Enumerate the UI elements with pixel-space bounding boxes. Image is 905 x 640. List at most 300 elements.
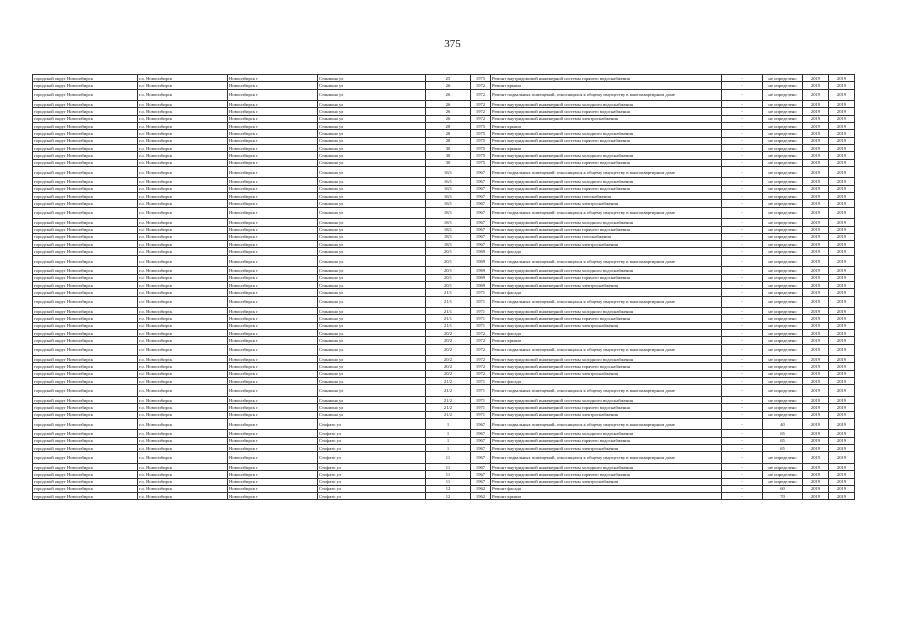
- district-cell: городской округ Новосибирск: [33, 437, 138, 444]
- build-year-cell: 1967: [471, 166, 491, 178]
- house-number-cell: 26: [426, 82, 471, 89]
- plan-year-end-cell: 2019: [829, 248, 855, 255]
- street-cell: Станиона ул: [318, 267, 426, 274]
- district-cell: городской округ Новосибирск: [33, 463, 138, 470]
- house-number-cell: 21/2: [426, 404, 471, 411]
- municipality-cell: г.о. Новосибирск: [138, 89, 228, 101]
- table-row: [33, 308, 855, 315]
- table-row: [33, 233, 855, 240]
- area-cell: -: [722, 115, 763, 122]
- street-cell: Станиона ул: [318, 233, 426, 240]
- settlement-cell: Новосибирск г: [228, 493, 318, 500]
- municipality-cell: г.о. Новосибирск: [138, 219, 228, 226]
- table-row: [33, 248, 855, 255]
- work-type-cell: Ремонт подвальных помещений, относящихся к общему имуществу в многоквартирном доме: [491, 166, 722, 178]
- work-type-cell: Ремонт внутридомовой инженерной системы холодного водоснабжения: [491, 267, 722, 274]
- area-cell: -: [722, 322, 763, 329]
- municipality-cell: г.о. Новосибирск: [138, 445, 228, 452]
- municipality-cell: г.о. Новосибирск: [138, 226, 228, 233]
- district-cell: городской округ Новосибирск: [33, 101, 138, 108]
- district-cell: городской округ Новосибирск: [33, 356, 138, 363]
- work-type-cell: Ремонт внутридомовой инженерной системы электроснабжения: [491, 281, 722, 288]
- settlement-cell: Новосибирск г: [228, 370, 318, 377]
- work-type-cell: Ремонт внутридомовой инженерной системы горячего водоснабжения: [491, 226, 722, 233]
- plan-year-end-cell: 2019: [829, 329, 855, 336]
- plan-year-start-cell: 2019: [803, 356, 829, 363]
- house-number-cell: 16/1: [426, 185, 471, 192]
- plan-year-start-cell: 2019: [803, 108, 829, 115]
- build-year-cell: 1972: [471, 115, 491, 122]
- cost-cell: не определено: [763, 337, 803, 344]
- settlement-cell: Новосибирск г: [228, 255, 318, 267]
- settlement-cell: Новосибирск г: [228, 404, 318, 411]
- house-number-cell: 30: [426, 152, 471, 159]
- district-cell: городской округ Новосибирск: [33, 233, 138, 240]
- district-cell: городской округ Новосибирск: [33, 144, 138, 151]
- house-number-cell: 25: [426, 75, 471, 82]
- settlement-cell: Новосибирск г: [228, 471, 318, 478]
- table-row: [33, 200, 855, 207]
- area-cell: -: [722, 337, 763, 344]
- district-cell: городской округ Новосибирск: [33, 452, 138, 464]
- plan-year-end-cell: 2019: [829, 178, 855, 185]
- table-row: [33, 178, 855, 185]
- build-year-cell: 1971: [471, 289, 491, 296]
- plan-year-end-cell: 2019: [829, 207, 855, 219]
- plan-year-end-cell: 2019: [829, 478, 855, 485]
- table-row: [33, 289, 855, 296]
- build-year-cell: 1972: [471, 101, 491, 108]
- table-row: [33, 101, 855, 108]
- table-row: [33, 485, 855, 492]
- plan-year-end-cell: 2019: [829, 370, 855, 377]
- area-cell: -: [722, 478, 763, 485]
- plan-year-start-cell: 2019: [803, 452, 829, 464]
- work-type-cell: Ремонт внутридомовой инженерной системы холодного водоснабжения: [491, 463, 722, 470]
- build-year-cell: 1971: [471, 404, 491, 411]
- cost-cell: не определено: [763, 281, 803, 288]
- house-number-cell: 18/1: [426, 207, 471, 219]
- table-row: [33, 385, 855, 397]
- settlement-cell: Новосибирск г: [228, 385, 318, 397]
- area-cell: -: [722, 344, 763, 356]
- plan-year-end-cell: 2019: [829, 437, 855, 444]
- street-cell: Стофато ул: [318, 471, 426, 478]
- cost-cell: не определено: [763, 370, 803, 377]
- plan-year-end-cell: 2019: [829, 445, 855, 452]
- cost-cell: не определено: [763, 82, 803, 89]
- work-type-cell: Ремонт внутридомовой инженерной системы электроснабжения: [491, 411, 722, 418]
- settlement-cell: Новосибирск г: [228, 281, 318, 288]
- house-number-cell: 20/1: [426, 274, 471, 281]
- district-cell: городской округ Новосибирск: [33, 418, 138, 430]
- cost-cell: не определено: [763, 471, 803, 478]
- municipality-cell: г.о. Новосибирск: [138, 137, 228, 144]
- work-type-cell: Ремонт внутридомовой инженерной системы холодного водоснабжения: [491, 430, 722, 437]
- street-cell: Станиона ул: [318, 281, 426, 288]
- table-row: [33, 296, 855, 308]
- table-row: [33, 322, 855, 329]
- work-type-cell: Ремонт фасада: [491, 485, 722, 492]
- table-row: [33, 152, 855, 159]
- work-type-cell: Ремонт фасада: [491, 329, 722, 336]
- plan-year-end-cell: 2019: [829, 485, 855, 492]
- plan-year-start-cell: 2019: [803, 363, 829, 370]
- street-cell: Стофато ул: [318, 437, 426, 444]
- district-cell: городской округ Новосибирск: [33, 89, 138, 101]
- street-cell: Станиона ул: [318, 241, 426, 248]
- work-type-cell: Ремонт внутридомовой инженерной системы горячего водоснабжения: [491, 185, 722, 192]
- area-cell: -: [722, 308, 763, 315]
- district-cell: городской округ Новосибирск: [33, 75, 138, 82]
- plan-year-end-cell: 2019: [829, 315, 855, 322]
- work-type-cell: Ремонт внутридомовой инженерной системы электроснабжения: [491, 115, 722, 122]
- work-type-cell: Ремонт фасада: [491, 289, 722, 296]
- area-cell: -: [722, 159, 763, 166]
- municipality-cell: г.о. Новосибирск: [138, 200, 228, 207]
- plan-year-start-cell: 2019: [803, 207, 829, 219]
- plan-year-start-cell: 2019: [803, 329, 829, 336]
- street-cell: Станиона ул: [318, 289, 426, 296]
- settlement-cell: Новосибирск г: [228, 108, 318, 115]
- district-cell: городской округ Новосибирск: [33, 178, 138, 185]
- district-cell: городской округ Новосибирск: [33, 248, 138, 255]
- cost-cell: не определено: [763, 315, 803, 322]
- municipality-cell: г.о. Новосибирск: [138, 430, 228, 437]
- build-year-cell: 1972: [471, 89, 491, 101]
- settlement-cell: Новосибирск г: [228, 485, 318, 492]
- cost-cell: 60: [763, 485, 803, 492]
- build-year-cell: 1971: [471, 411, 491, 418]
- build-year-cell: 1967: [471, 178, 491, 185]
- work-type-cell: Ремонт крыши: [491, 82, 722, 89]
- municipality-cell: г.о. Новосибирск: [138, 322, 228, 329]
- municipality-cell: г.о. Новосибирск: [138, 144, 228, 151]
- area-cell: -: [722, 130, 763, 137]
- district-cell: городской округ Новосибирск: [33, 185, 138, 192]
- settlement-cell: Новосибирск г: [228, 289, 318, 296]
- house-number-cell: 26: [426, 89, 471, 101]
- plan-year-start-cell: 2019: [803, 308, 829, 315]
- settlement-cell: Новосибирск г: [228, 144, 318, 151]
- settlement-cell: Новосибирск г: [228, 478, 318, 485]
- house-number-cell: 16/1: [426, 200, 471, 207]
- house-number-cell: 30: [426, 159, 471, 166]
- municipality-cell: г.о. Новосибирск: [138, 385, 228, 397]
- house-number-cell: 28: [426, 137, 471, 144]
- plan-year-start-cell: 2019: [803, 178, 829, 185]
- cost-cell: не определено: [763, 123, 803, 130]
- work-type-cell: Ремонт подвальных помещений, относящихся к общему имуществу в многоквартирном доме: [491, 207, 722, 219]
- house-number-cell: 1: [426, 418, 471, 430]
- area-cell: -: [722, 378, 763, 385]
- work-type-cell: Ремонт внутридомовой инженерной системы электроснабжения: [491, 200, 722, 207]
- plan-year-end-cell: 2019: [829, 233, 855, 240]
- build-year-cell: 1975: [471, 152, 491, 159]
- house-number-cell: 21/2: [426, 411, 471, 418]
- table-row: [33, 281, 855, 288]
- plan-year-end-cell: 2019: [829, 344, 855, 356]
- municipality-cell: г.о. Новосибирск: [138, 396, 228, 403]
- area-cell: -: [722, 108, 763, 115]
- municipality-cell: г.о. Новосибирск: [138, 255, 228, 267]
- street-cell: Станиона ул: [318, 322, 426, 329]
- house-number-cell: 21/2: [426, 396, 471, 403]
- municipality-cell: г.о. Новосибирск: [138, 463, 228, 470]
- municipality-cell: г.о. Новосибирск: [138, 248, 228, 255]
- street-cell: Стофато ул: [318, 418, 426, 430]
- table-row: [33, 123, 855, 130]
- build-year-cell: 1967: [471, 241, 491, 248]
- plan-year-start-cell: 2019: [803, 437, 829, 444]
- work-type-cell: Ремонт подвальных помещений, относящихся к общему имуществу в многоквартирном доме: [491, 255, 722, 267]
- cost-cell: не определено: [763, 322, 803, 329]
- area-cell: -: [722, 315, 763, 322]
- cost-cell: не определено: [763, 289, 803, 296]
- street-cell: Станиона ул: [318, 152, 426, 159]
- plan-year-start-cell: 2019: [803, 219, 829, 226]
- plan-year-end-cell: 2019: [829, 281, 855, 288]
- plan-year-end-cell: 2019: [829, 123, 855, 130]
- street-cell: Станиона ул: [318, 315, 426, 322]
- municipality-cell: г.о. Новосибирск: [138, 166, 228, 178]
- street-cell: Станиона ул: [318, 344, 426, 356]
- area-cell: -: [722, 123, 763, 130]
- house-number-cell: 28: [426, 130, 471, 137]
- plan-year-start-cell: 2019: [803, 255, 829, 267]
- table-row: [33, 418, 855, 430]
- cost-cell: не определено: [763, 463, 803, 470]
- cost-cell: не определено: [763, 452, 803, 464]
- street-cell: Станиона ул: [318, 378, 426, 385]
- build-year-cell: 1975: [471, 75, 491, 82]
- area-cell: -: [722, 493, 763, 500]
- plan-year-end-cell: 2019: [829, 430, 855, 437]
- house-number-cell: 20/1: [426, 267, 471, 274]
- work-type-cell: Ремонт подвальных помещений, относящихся к общему имуществу в многоквартирном доме: [491, 89, 722, 101]
- street-cell: Станиона ул: [318, 178, 426, 185]
- table-row: [33, 75, 855, 82]
- area-cell: -: [722, 296, 763, 308]
- settlement-cell: Новосибирск г: [228, 152, 318, 159]
- area-cell: -: [722, 226, 763, 233]
- cost-cell: не определено: [763, 356, 803, 363]
- municipality-cell: г.о. Новосибирск: [138, 193, 228, 200]
- area-cell: -: [722, 193, 763, 200]
- plan-year-start-cell: 2019: [803, 123, 829, 130]
- cost-cell: не определено: [763, 226, 803, 233]
- street-cell: Стофато ул: [318, 463, 426, 470]
- municipality-cell: г.о. Новосибирск: [138, 274, 228, 281]
- build-year-cell: 1967: [471, 430, 491, 437]
- plan-year-end-cell: 2019: [829, 159, 855, 166]
- district-cell: городской округ Новосибирск: [33, 200, 138, 207]
- house-number-cell: 21/1: [426, 322, 471, 329]
- work-type-cell: Ремонт фасада: [491, 248, 722, 255]
- cost-cell: не определено: [763, 267, 803, 274]
- build-year-cell: 1969: [471, 267, 491, 274]
- build-year-cell: 1969: [471, 248, 491, 255]
- plan-year-end-cell: 2019: [829, 289, 855, 296]
- settlement-cell: Новосибирск г: [228, 200, 318, 207]
- district-cell: городской округ Новосибирск: [33, 337, 138, 344]
- plan-year-end-cell: 2019: [829, 322, 855, 329]
- plan-year-end-cell: 2019: [829, 267, 855, 274]
- work-type-cell: Ремонт подвальных помещений, относящихся к общему имуществу в многоквартирном доме: [491, 452, 722, 464]
- house-number-cell: 21/2: [426, 385, 471, 397]
- house-number-cell: 18/1: [426, 226, 471, 233]
- plan-year-start-cell: 2019: [803, 471, 829, 478]
- build-year-cell: 1971: [471, 296, 491, 308]
- build-year-cell: 1967: [471, 185, 491, 192]
- street-cell: Станиона ул: [318, 255, 426, 267]
- settlement-cell: Новосибирск г: [228, 207, 318, 219]
- work-type-cell: Ремонт внутридомовой инженерной системы холодного водоснабжения: [491, 101, 722, 108]
- municipality-cell: г.о. Новосибирск: [138, 485, 228, 492]
- street-cell: Станиона ул: [318, 219, 426, 226]
- house-number-cell: 11: [426, 478, 471, 485]
- house-number-cell: 16/1: [426, 193, 471, 200]
- settlement-cell: Новосибирск г: [228, 130, 318, 137]
- cost-cell: не определено: [763, 255, 803, 267]
- work-type-cell: Ремонт внутридомовой инженерной системы холодного водоснабжения: [491, 219, 722, 226]
- plan-year-end-cell: 2019: [829, 356, 855, 363]
- table-row: [33, 378, 855, 385]
- municipality-cell: г.о. Новосибирск: [138, 185, 228, 192]
- work-type-cell: Ремонт внутридомовой инженерной системы горячего водоснабжения: [491, 108, 722, 115]
- settlement-cell: Новосибирск г: [228, 75, 318, 82]
- municipality-cell: г.о. Новосибирск: [138, 378, 228, 385]
- table-body: [33, 75, 855, 500]
- municipality-cell: г.о. Новосибирск: [138, 478, 228, 485]
- build-year-cell: 1975: [471, 144, 491, 151]
- plan-year-start-cell: 2019: [803, 396, 829, 403]
- plan-year-end-cell: 2019: [829, 378, 855, 385]
- street-cell: Станиона ул: [318, 137, 426, 144]
- settlement-cell: Новосибирск г: [228, 185, 318, 192]
- build-year-cell: 1967: [471, 193, 491, 200]
- settlement-cell: Новосибирск г: [228, 363, 318, 370]
- work-type-cell: Ремонт подвальных помещений, относящихся к общему имуществу в многоквартирном доме: [491, 296, 722, 308]
- plan-year-end-cell: 2019: [829, 101, 855, 108]
- plan-year-end-cell: 2019: [829, 274, 855, 281]
- district-cell: городской округ Новосибирск: [33, 430, 138, 437]
- plan-year-end-cell: 2019: [829, 385, 855, 397]
- settlement-cell: Новосибирск г: [228, 315, 318, 322]
- street-cell: Стофато ул: [318, 445, 426, 452]
- work-type-cell: Ремонт внутридомовой инженерной системы горячего водоснабжения: [491, 315, 722, 322]
- settlement-cell: Новосибирск г: [228, 241, 318, 248]
- street-cell: Станиона ул: [318, 337, 426, 344]
- settlement-cell: Новосибирск г: [228, 452, 318, 464]
- district-cell: городской округ Новосибирск: [33, 411, 138, 418]
- municipality-cell: г.о. Новосибирск: [138, 289, 228, 296]
- street-cell: Станиона ул: [318, 308, 426, 315]
- settlement-cell: Новосибирск г: [228, 344, 318, 356]
- area-cell: -: [722, 385, 763, 397]
- settlement-cell: Новосибирск г: [228, 378, 318, 385]
- plan-year-end-cell: 2019: [829, 452, 855, 464]
- settlement-cell: Новосибирск г: [228, 274, 318, 281]
- municipality-cell: г.о. Новосибирск: [138, 404, 228, 411]
- settlement-cell: Новосибирск г: [228, 166, 318, 178]
- build-year-cell: 1967: [471, 418, 491, 430]
- plan-year-end-cell: 2019: [829, 296, 855, 308]
- area-cell: -: [722, 144, 763, 151]
- house-number-cell: 26: [426, 108, 471, 115]
- house-number-cell: 30: [426, 144, 471, 151]
- cost-cell: не определено: [763, 152, 803, 159]
- municipality-cell: г.о. Новосибирск: [138, 493, 228, 500]
- table-row: [33, 159, 855, 166]
- cost-cell: не определено: [763, 385, 803, 397]
- build-year-cell: 1969: [471, 281, 491, 288]
- plan-year-start-cell: 2019: [803, 370, 829, 377]
- plan-year-start-cell: 2019: [803, 185, 829, 192]
- plan-year-end-cell: 2019: [829, 166, 855, 178]
- table-row: [33, 356, 855, 363]
- plan-year-start-cell: 2019: [803, 193, 829, 200]
- settlement-cell: Новосибирск г: [228, 418, 318, 430]
- district-cell: городской округ Новосибирск: [33, 289, 138, 296]
- house-number-cell: 11: [426, 452, 471, 464]
- area-cell: -: [722, 166, 763, 178]
- plan-year-start-cell: 2019: [803, 137, 829, 144]
- cost-cell: не определено: [763, 396, 803, 403]
- plan-year-start-cell: 2019: [803, 411, 829, 418]
- work-type-cell: Ремонт крыши: [491, 123, 722, 130]
- area-cell: -: [722, 219, 763, 226]
- municipality-cell: г.о. Новосибирск: [138, 75, 228, 82]
- table-row: [33, 267, 855, 274]
- work-type-cell: Ремонт внутридомовой инженерной системы электроснабжения: [491, 322, 722, 329]
- area-cell: -: [722, 178, 763, 185]
- plan-year-start-cell: 2019: [803, 267, 829, 274]
- municipality-cell: г.о. Новосибирск: [138, 108, 228, 115]
- cost-cell: не определено: [763, 166, 803, 178]
- plan-year-start-cell: 2019: [803, 75, 829, 82]
- municipality-cell: г.о. Новосибирск: [138, 152, 228, 159]
- table-row: [33, 396, 855, 403]
- district-cell: городской округ Новосибирск: [33, 329, 138, 336]
- build-year-cell: 1967: [471, 437, 491, 444]
- municipality-cell: г.о. Новосибирск: [138, 411, 228, 418]
- plan-year-start-cell: 2019: [803, 89, 829, 101]
- work-type-cell: Ремонт внутридомовой инженерной системы горячего водоснабжения: [491, 363, 722, 370]
- build-year-cell: 1972: [471, 363, 491, 370]
- table-row: [33, 108, 855, 115]
- house-number-cell: 20/2: [426, 363, 471, 370]
- municipality-cell: г.о. Новосибирск: [138, 130, 228, 137]
- area-cell: -: [722, 370, 763, 377]
- table-row: [33, 404, 855, 411]
- build-year-cell: 1975: [471, 130, 491, 137]
- municipality-cell: г.о. Новосибирск: [138, 296, 228, 308]
- work-type-cell: Ремонт внутридомовой инженерной системы электроснабжения: [491, 478, 722, 485]
- plan-year-end-cell: 2019: [829, 152, 855, 159]
- work-type-cell: Ремонт внутридомовой инженерной системы холодного водоснабжения: [491, 396, 722, 403]
- area-cell: -: [722, 274, 763, 281]
- settlement-cell: Новосибирск г: [228, 193, 318, 200]
- settlement-cell: Новосибирск г: [228, 322, 318, 329]
- plan-year-start-cell: 2019: [803, 233, 829, 240]
- table-row: [33, 344, 855, 356]
- build-year-cell: 1971: [471, 378, 491, 385]
- district-cell: городской округ Новосибирск: [33, 315, 138, 322]
- work-type-cell: Ремонт внутридомовой инженерной системы горячего водоснабжения: [491, 274, 722, 281]
- table-row: [33, 166, 855, 178]
- plan-year-end-cell: 2019: [829, 115, 855, 122]
